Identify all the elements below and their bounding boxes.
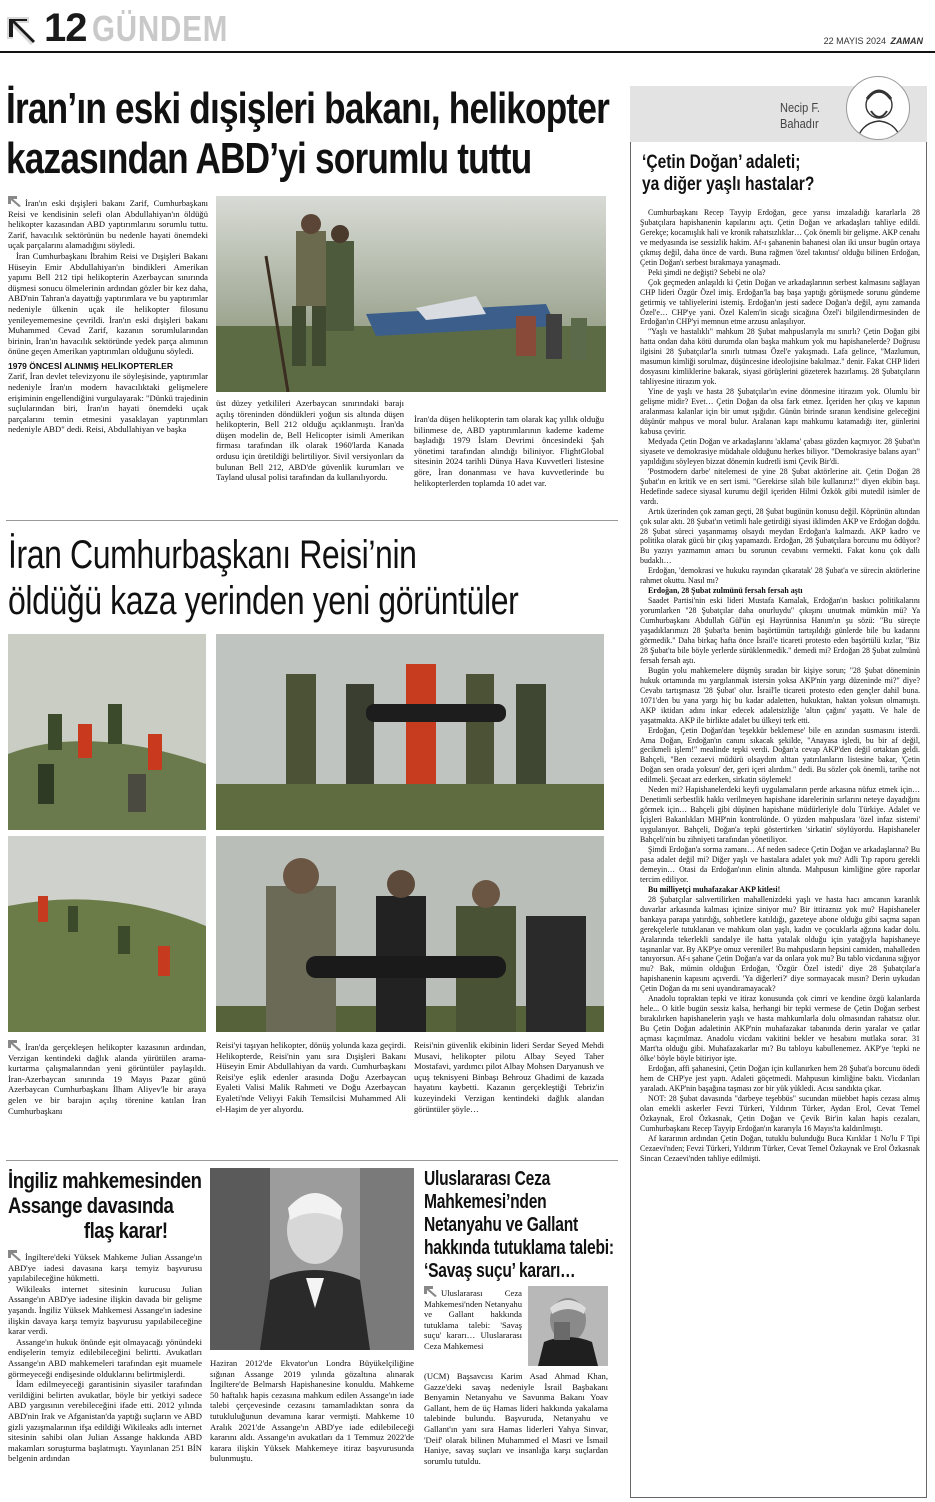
story2-col2: Reisi'yi taşıyan helikopter, dönüş yolunda kaza geçirdi. Helikopterde, Reisi'nin yanı sıra Dışişleri Bakanı Hüseyin Emir Abdullahiyan da vardı. Cumhurbaşkanı Reisi'ye eşlik edenler arasında Doğu Azerbaycan Eyaleti Valisi Malik Rahmeti ve Doğu Azerbaycan Eyaleti'nde Veliyyi Fakih Temsilcisi Muhammed Ali el-Haşim de yer alıyordu. [216,1040,406,1114]
story4-lead: Uluslararası Ceza Mahkemesi'nden Netanyahu ve Gallant hakkında tutuklama talebi: 'Savaş suçu' kararı… Uluslararası Ceza Mahkemesi [424,1288,522,1351]
column-body: Cumhurbaşkanı Recep Tayyip Erdoğan, gece yarısı imzaladığı kararlarla 28 Şubatçılara hapishanenin kapılarını açtı. Çetin Doğan ve arkadaşları tahliye edildi. Gerekçe; kocamışlık hali ve kronik rahatsızlıklar… Çok önemli bir gelişme. AKP cenahı ve medyasında ise sessizlik hakim. Af-ı şahanenin bahanesi olan iki unsur bugün ortaya çıkmış değil, daha önce de vardı. Buna rağmen 'özel takıntısı' olduğu bilinen Erdoğan, Çetin Doğan'ı serbest bırakmaya yanaşmadı. Peki şimdi ne değişti? Sebebi ne ola? Çok geçmeden anlaşıldı ki Çetin Doğan ve arkadaşlarının serbest kalmasını sağlayan CHP lideri Özgür Özel imiş. Erdoğan'la baş başa yaptığı görüşmede sorunu gündeme getirmiş ve tahliyelerini istemiş. Erdoğan'ın jesti sadece Doğan'a değil, aynı zamanda Özel'e… CHP'ye yani. Özel Kalem'in sicağı sicağına Özel'i bilgilendirmesinden de Erdoğan'ın CHP'yi memnun etme arzusu anlaşılıyor. "Yaşlı ve hastalıklı" mahkum 28 Şubat mahpuslarıyla mı sınırlı? Çetin Doğan gibi hatta ondan daha kötü durumda olan başka mahkum yok mu hapishanelerde? Doğrusu ilgisini 28 Şubatçılar'la sınırlı tutması Özel'e yakışmadı. Lafa gelince, "Mazlumun, masumun kimliği sorulmaz, düşüncesine ideolojisine bakılmaz." denir. Fakat CHP lideri dosyasını kimliklerine bakarak, siyasi görüşlerini gözeterek hazırlamış. 28 Şubatçıların tahliyesine itirazım yok. Yine de yaşlı ve hasta 28 Şubatçılar'ın evine dönmesine itirazım yok. Olumlu bir gelişme midir? Evet… Çetin Doğan da olsa fark etmez. İçeriden her çıkış ve kapının aralanması kalanlar için bir umut ışığıdır. Günün birinde sıranın kendisine geleceğini düşünür mahpus ve moral bulur. Aralanan kapı mahkumu katamadığı iter, günlerini kabusa çevirir. Medyada Çetin Doğan ve arkadaşlarını 'aklama' çabası gözden kaçmıyor. 28 Şubat'ın siyasete ve demokrasiye müdahale olduğunu herkes biliyor. "Demokrasiye balans ayarı" yapıldığını söyleyen bizzat dönemin kudretli ismi Çevik Bir'di. 'Postmodern darbe' nitelemesi de yine 28 Şubat aktörlerine ait. Çetin Doğan 28 Şubat'ın en kritik ve en sert ismi. "Gerekirse silah bile kullanırız!" diyen ekibin başı. Hedefinde sadece siyasal kurumu değil içeriden Hilmi Özkök gibi mutedil isimler de vardı. Artık üzerinden çok zaman geçti, 28 Şubat bugünün konusu değil. Köprünün altından çok sular aktı. 28 Şubat'ın vetimli hale getirdiği siyasi iklimden AKP ve Erdoğan doğdu. 28 Şubat süreci yaşanmamış olsaydı meydan Erdoğan'a kalmazdı. AKP kadro ve politika olarak gücü bir çıkış yapamazdı. Erdoğan, 28 Şubatçılara borcunu mu ödüyor? Bu yazıyı yazmamın amacı bu sorunun cevabını vermekti. Fakat konu çok dallı budaklı… Erdoğan, 'demokrasi ve hukuku rayından çıkaratak' 28 Şubat'a ve sürecin aktörlerine rahmet okuttu. Nasıl mı? Erdoğan, 28 Şubat zulmünü fersah fersah aştı Saadet Partisi'nin eski lideri Mustafa Kamalak, Erdoğan'ın baskıcı politikalarını yorumlarken "28 Şubatçılar daha onurluydu" çıkışını unutmak mümkün mü? Ya Cumhurbaşkanı Abdullah Gül'ün eşi Hayrünnisa Hanım'ın şu sözü: "Bu süreçte yaşadıklarımızı 28 Şubat'ta benim başörtümün tartışıldığı günlerde bile bu kadarını görmedik." Daha birkaç hafta önce İsrail'e ticareti protesto eden başörtülü kızlar, "Biz 28 Şubat'ta bile böyle yerlerde sürüklenmedik." demedi mi? Erdoğan 28 Şubat zulmünü fersah fersah aştı. Bugün yolu mahkemelere düşmüş sıradan bir kişiye sorun; "28 Şubat döneminin hukuk ortamında mı yargılanmak istersin yoksa AKP'nin yargı düzeninde mi?" diye? Cevabı tartışmasız '28 Şubat' olur. İsrail'le ticareti protesto eden gençler dahil buna. 1071'den bu yana yargı hiç bu kadar adaletten, hukuktan, haktan yoksun olmamıştı. AKP iktidarı adını inkar edecek adaletsizliğe 'altın çağını' yaşattı. Ve hale de yaşatmakta. AKP ile birlikte adalet bu ülkeyi terk etti. Erdoğan, Çetin Doğan'dan 'teşekkür beklemese' bile en azından susmasını isterdi. Ama Doğan, Erdoğan'ın canını sıkacak şekilde, "Anayasa işledi, bu bir af değil, gecikmeli işlem!" mealinde tepki verdi. Doğan'a cevap AKP'den değil ortaktan geldi. Bahçeli, "Ben cezaevi müdürü olsaydım alttan yatırılanların listesine bakar, 'Çetin Doğan sen orada yoksun' der, geri içeri alırdım." dedi. Bu sözler çok önemli, tarihe not edilmeli. Şecaat arz ederken, sirkatin söylemek! Neden mi? Hapishanelerdeki keyfi uygulamaların perde arkasına nüfuz etmek için… Denetimli serbestlik hakkı verilmeyen hapishane idarelerinin sırlarını neteye dayadığını görmek için… Bahçeli gibi düşünen hapishane müdürleriyle dolu Türkiye. Adalet ve İçişleri Bakanlıkları MHP'nin kontrolünde. O yüzden mahpuslara 'özel infaz sistemi' uygulanıyor. Bahçeli, Doğan'a tepki göstertirken 'sirkatin' söylüyordu. Hapishaneler Bahçeli'nin bu zihniyeti tarafından yönetiliyor. Şimdi Erdoğan'a sorma zamanı… Af neden sadece Çetin Doğan ve arkadaşlarına? Bu pasa adalet değil mi? Diğer yaşlı ve hastalara adalet yok mu? Adli Tıp raporu gerekli demeyin… Otasi da Erdoğan'ının elinin altında. Mahpusun kimliğine göre raporlar tercim ediliyor. Bu milliyetçi muhafazakar AKP kitlesi! 28 Şubatçılar salıvertilirken mahallenizdeki yaşlı ve hasta hacı amcanın karanlık duvarlar arkasında kalması içinize siniyor mu? Bir ittiraznız yok mu? Hapishaneler bankaya parapa yatırdığı, sohbetlere katıldığı, gazeteye abone olduğu gibi saçma sapan gerekçelerle tutuklanan ve mahkum olan yaşlı, kadın ve çocuklarla ağzına kadar dolu. Aralarında tekerlekli sandalye ile hatta yatalak olduğu için yatağıyla hapishaneye taşınanlar var. By AKP'ye omuz vereniler! Bu mahpusların hepsini camiden, mahalleden tanıyorsun. Af-ı şahane Çetin Doğan'a var da onlara yok mu? Bu tablo vicdanına sığıyor mu? Bak, mümin olduğun Erdoğan, 'Özgür Özel istedi' diye 28 Şubatçılar'a hapishanenin kapısını açıverdi. 'Ya diğerleri?' diye sormayacak mısın? Derin uykudan Çetin Doğan da mı seni uyandıramayacak? Anadolu topraktan tepki ve itiraz konusunda çok cimri ve kendine özgü kalanlarda hele... O kitle bugün sessiz kalsa, herhangi bir tepki vermese de Çetin Doğan serbest bırakılırken hapishanelerin yaşlı ve hasta mahkumlarla dolu olmasından rahatsız olur. Bu Çetin Doğan adaletinin AKP'nin muhafazakar tabanında derin yaralar ve çatlar açması kaçınılmaz. Anadolu vicdanı vakitini bekler ve hesabını mutlaka sorar. 31 Mart'ta olduğu gibi. Muhafazakarlar mı? Bu tabloyu kabullenemez. AKP'ye 'tepki ne ölke' böyle böyle bitiriyor işte. Erdoğan, affi şahanesini, Çetin Doğan için kullanırken hem 28 Şubat'a borcunu ödedi hem de CHP'ye jest yaptı. Adaleti göçetmedi. Mahpusun kimliğine baktı. Vicdanları yaraladı. AKP'nin başağına taşması zor bir yük yükledi. Acısı sandıkta çıkar. NOT: 28 Şubat davasında "darbeye teşebbüs" sucundan müebbet hapis cezası almış olan emekli askerler Fevzi Türkeri, Yıldırım Türker, Aydan Erol, Cevat Temel Özkaynak, Erol Özkasnak, Çetin Doğan ve Çevik Bir'in kalan hapis cezaları, Cumhurbaşkanı Recep Tayyip Erdoğan'ın kararıyla 16 Mayıs'ta kaldırılmıştı. Af kararının ardından Çetin Doğan, tutuklu bulunduğu Buca Kırıklar 1 No'lu F Tipi Cezaevi'nden; Fevzi Türkeri, Yıldırım Türker, Cevat Temel Özkaynak ve Erol Özkasnak Sincan Cezaevi'nden tahliye edilmişti. [640,208,920,1163]
story4-body: (UCM) Başsavcısı Karim Asad Ahmad Khan, Gazze'deki savaş nedeniyle İsrail Başbakanı Benyamin Netanyahu ve Savunma Bakanı Yoav Gallant, hem de üç Hamas lideri hakkında yakalama talebinde bulundu. Başvuruda, Netanyahu ve Gallant'ın yanı sıra Hamas liderleri Yahya Sinvar, 'Deif' olarak bilinen Muhammed el Masri ve İsmail Haniye, savaş suçları ve insanlığa karşı suçlardan sorumlu tutuldu. [424,1371,608,1466]
story1-col2: üst düzey yetkilileri Azerbaycan sınırındaki barajı açılış töreninden döndükleri yoğun sis altında düşen helikopterin, Bell 212 olduğu açıklanmıştı. İran'da düşen modelin de, Bell Helicopter isimli Amerikan firması tarafından ilk olarak 1960'larda Kanada ordusu için üretildiği belirtiliyor. Sivil versiyonları da bulunan Bell 212, ABD'de güvenlik kurumları ve Tayland ulusal polisi tarafından da kullanılıyordu. [216,398,404,483]
rescue-photo-2 [216,634,604,830]
rescue-photo-1 [8,634,206,830]
story1-col3: İran'da düşen helikopterin tam olarak kaç yıllık olduğu bilinmese de, ABD yaptırımlarının kademe kademe başladığı 1979 İslam Devrimi öncesindeki Şah yönetimi tarafından alındığı biliniyor. FlightGlobal sitesinin 2024 tarihli Dünya Hava Kuvvetleri listesine göre, İran donanması ve hava kuvvetlerinde bu helikopterlerden toplamda 10 adet var. [414,414,604,488]
column-title: ‘Çetin Doğan’ adaleti; ya diğer yaşlı hastalar? [642,152,815,195]
story2-divider [6,1160,618,1161]
story4-headline: Uluslararası Ceza Mahkemesi’nden Netanyahu ve Gallant hakkında tutuklama talebi: ‘Savaş suçu’ kararı… [424,1168,614,1282]
story2-col1: İran'da gerçekleşen helikopter kazasının ardından, Verzigan kentindeki dağlık alanda yürütülen arama-kurtarma çalışmalarından yeni görüntüler paylaşıldı. İran-Azerbaycan sınırında 19 Mayıs Pazar günü Azerbaycan Cumhurbaşkanı İlham Aliyev'le bir araya gelen ve bir barajın açılış törenine katılan İran Cumhurbaşkanı [8,1042,206,1116]
section-name: GÜNDEM [92,8,229,49]
story3-col2: Haziran 2012'de Ekvator'un Londra Büyükelçiliğine sığınan Assange 2019 yılında gözaltına alınarak İngiltere'de Belmarsh Hapishanesine konuldu. Mahkeme 50 haftalık hapis cezasına mahkum edilen Assange'ın iade talebi çerçevesinde cezasını tamamladıktan sonra da tutukluluğunun devamına karar vermişti. Mahkeme 10 Aralık 2021'de Assange'ın ABD'ye iade edilebileceği kararını aldı. Assange'ın avukatları da 1 Temmuz 2022'de karara ilişkin Yüksek Mahkemeye itiraz başvurusunda bulunmuştu. [210,1358,414,1464]
story1-col1: İran'ın eski dışişleri bakanı Zarif, Cumhurbaşkanı Reisi ve kendisinin selefi olan Abdullahiyan'ın öldüğü helikopter kazasından ABD yaptırımlarını sorumlu tuttu. Zarif, havacılık sektörünün bu nedenle hayati önemdeki uçak parçalarını alamadığını söyledi. İran Cumhurbaşkanı İbrahim Reisi ve Dışişleri Bakanı Hüseyin Emir Abdullahiyan'ın bindikleri Amerikan yapımı Bell 212 tipi helikopterin Azerbaycan sınırında düşmesi sonucu ölmelerinin ardından gözler bir kez daha, ABD'nin Tahran'a dayattığı yaptırımlara ve bu yaptırımlar nedeniyle ülkenin uçak ile helikopter filosunu yenileyememesine çevrildi. İran'ın eski dışişleri bakanı Muhammed Cevad Zarif, kazanın sorumlularından birinin, İran'ın havacılık sektöründe yedek parça alımının önüne geçen Amerikan yaptırımları olduğunu söyledi. 1979 ÖNCESİ ALINMIŞ HELİKOPTERLER Zarif, İran devlet televizyonu ile söyleşisinde, yaptırımlar nedeniyle İran'ın modern havacılıktaki gelişmelere erişiminin engellendiğini vurgulayarak: "Dünkü trajedinin suçlularından biri, İran'ın hayati önemdeki uçak parçalarını temin etmesini yasaklayan yaptırımları nedeniyle ABD" dedi. Reisi, Abdullahiyan ve başka [8,198,209,435]
assange-photo [210,1168,414,1350]
lead-arrow-icon [8,1040,22,1051]
story3-col1: İngiltere'deki Yüksek Mahkeme Julian Assange'ın ABD'ye iadesi davasına karşı temyiz başvurusu yapılabileceğine hükmetti. Wikileaks internet sitesinin kurucusu Julian Assange'ın ABD'ye iadesine ilişkin davada bir gelişme yaşandı. İngiliz Yüksek Mahkemesi Assange'ın iadesine ilişkin davaya karşı temyiz başvurusu yapılabileceğine karar verdi. Assange'ın hukuk önünde eşit olmayacağı yönündeki endişelerin temyiz edilebileceğini belirtti. Avukatları Assange'ın ABD mahkemeleri tarafından eşit muamele görmeyeceği endişesinde olduklarını belirtmişlerdi. İdam edilmeyeceği garantisinin siyasiler tarafından verildiğini belirten avukatlar, böyle bir yetkiyi sadece ABD yargısının verebileceğini ifade etti. 2012 yılında ABD'nin Irak ve Afganistan'da yaptığı suçların ve ABD gizli yazışmalarının ifşa edildiği Wikileaks adlı internet sitesinin sahibi olan Julian Assange hakkında ABD makamları soruşturma başlatmıştı. Yayınlanan 251 BİN belgenin ardından [8,1252,202,1464]
author-last-name: Bahadır [780,116,819,131]
lead-arrow-icon [8,1250,22,1261]
helicopter-wreck-photo [216,196,606,392]
lead-arrow-icon [424,1286,438,1297]
masthead [0,0,935,54]
story1-subhead: 1979 ÖNCESİ ALINMIŞ HELİKOPTERLER [8,360,173,371]
story1-divider [6,520,618,521]
section-arrow-icon [5,13,39,47]
date-line [824,36,923,46]
issue-date: 22 MAYIS 2024 [823,36,886,46]
story2-col3: Reisi'nin güvenlik ekibinin lideri Serdar Seyed Mehdi Musavi, helikopter pilotu Albay Seyed Taher Mostafavi, yardımcı pilot Albay Mohsen Daryanush ve uçuş teknisyeni Binbaşı Behrouz Ghadimi de kazada hayatını kaybetti. Kazanın gerçekleştiği Tebriz'in kuzeyindeki Verzigan kentindeki dağlık alandan görüntüler şöyle… [414,1040,604,1114]
page-number: 12 [44,6,87,50]
rescue-photo-4 [216,836,604,1032]
author-first-name: Necip F. [780,100,820,115]
story1-headline: İran’ın eski dışişleri bakanı, helikopter kazasından ABD’yi sorumlu tuttu [6,84,609,183]
story2-headline: İran Cumhurbaşkanı Reisi’nin öldüğü kaza yerinden yeni görüntüler [8,533,519,623]
column-header [630,86,927,142]
paper-name: ZAMAN [890,36,923,46]
masthead-rule [0,51,935,53]
rescue-photo-3 [8,836,206,1032]
author-portrait [846,76,910,140]
netanyahu-photo [528,1286,608,1366]
story3-headline: İngiliz mahkemesinden Assange davasında flaş karar! [8,1168,202,1243]
lead-arrow-icon [8,196,22,207]
